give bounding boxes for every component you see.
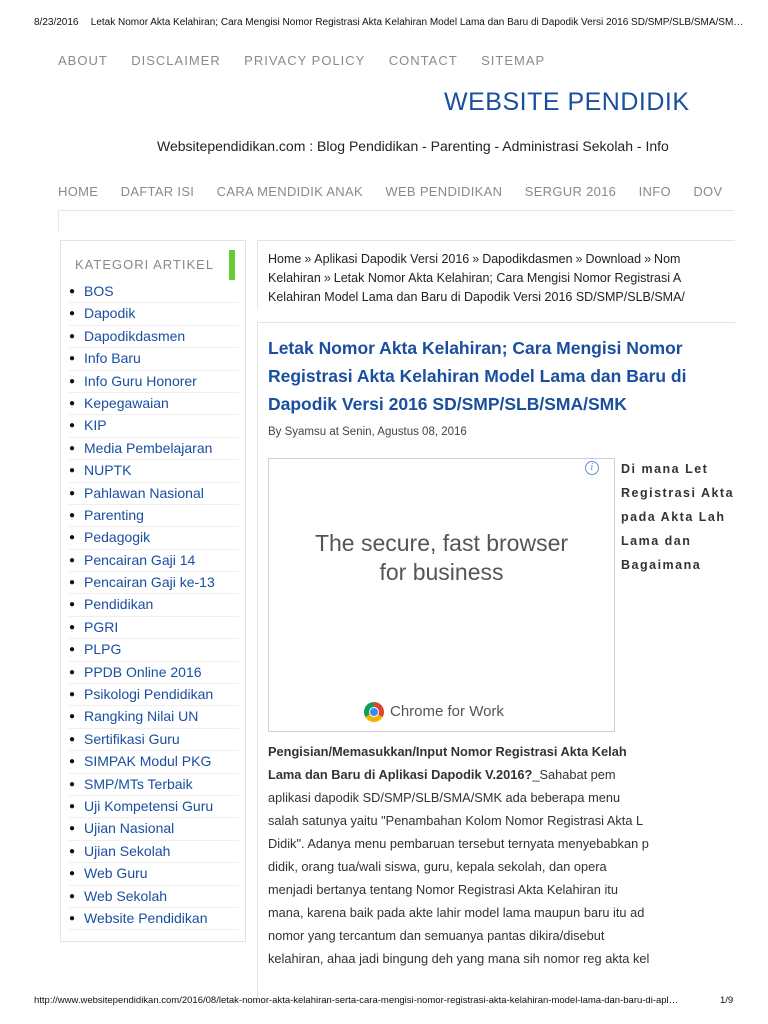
category-link[interactable]: PPDB Online 2016: [84, 663, 202, 680]
print-page-number: 1/9: [720, 995, 734, 1006]
body-bold-intro: Pengisian/Memasukkan/Input Nomor Registrasi Akta Kelah: [268, 744, 627, 759]
breadcrumb-nomor[interactable]: Nom: [654, 252, 681, 266]
category-item: [69, 684, 239, 706]
breadcrumb-separator: »: [644, 252, 652, 266]
category-item: [69, 326, 239, 348]
category-link[interactable]: SIMPAK Modul PKG: [84, 753, 212, 770]
ad-headline-line: for business: [379, 559, 504, 585]
bullet-icon: ●: [69, 397, 76, 409]
category-link[interactable]: BOS: [84, 283, 114, 299]
side-line: Lama dan: [621, 534, 692, 548]
ad-headline: [269, 529, 614, 587]
category-item: [69, 751, 239, 773]
category-item: [69, 706, 239, 728]
category-link[interactable]: Pencairan Gaji 14: [84, 551, 196, 568]
bullet-icon: ●: [69, 689, 76, 701]
category-link[interactable]: Web Guru: [84, 865, 148, 882]
breadcrumb-dapodikdasmen[interactable]: Dapodikdasmen: [482, 252, 573, 266]
breadcrumb-box: [257, 240, 735, 309]
body-line: mana, karena baik pada akte lahir model lama maupun baru itu ad: [268, 905, 645, 920]
category-item: [69, 527, 239, 549]
main-nav: [58, 183, 734, 201]
category-link[interactable]: Dapodik: [84, 305, 136, 322]
breadcrumb-separator: »: [472, 252, 480, 266]
chrome-logo-icon: [364, 702, 384, 722]
breadcrumb-separator: »: [575, 252, 583, 266]
category-link[interactable]: Kepegawaian: [84, 394, 169, 411]
site-title[interactable]: WEBSITE PENDIDIK: [444, 88, 690, 116]
print-doc-title: Letak Nomor Akta Kelahiran; Cara Mengisi Nomor Registrasi Akta Kelahiran Model Lama dan Baru di Dapodik Versi 2016 SD/SMP/SLB/SMA/SM…: [90, 17, 744, 28]
category-list: [69, 281, 239, 930]
bullet-icon: ●: [69, 823, 76, 835]
breadcrumb-kelahiran[interactable]: Kelahiran: [268, 271, 321, 285]
body-line: kelahiran, ahaa jadi bingung deh yang mana sih nomor reg akta kel: [268, 951, 650, 966]
category-item: [69, 886, 239, 908]
category-item: [69, 841, 239, 863]
bullet-icon: ●: [69, 868, 76, 880]
category-item: [69, 460, 239, 482]
bullet-icon: ●: [69, 912, 76, 924]
bullet-icon: ●: [69, 532, 76, 544]
category-link[interactable]: KIP: [84, 417, 107, 434]
chrome-ad[interactable]: [268, 458, 615, 732]
category-link[interactable]: PLPG: [84, 641, 122, 658]
category-item: [69, 415, 239, 437]
breadcrumb-current-cont: Kelahiran Model Lama dan Baru di Dapodik Versi 2016 SD/SMP/SLB/SMA/: [268, 290, 685, 304]
category-link[interactable]: Dapodikdasmen: [84, 327, 186, 344]
ad-headline-line: The secure, fast browser: [314, 530, 569, 556]
bullet-icon: ●: [69, 778, 76, 790]
main-nav-web-pendidikan[interactable]: WEB PENDIDIKAN: [385, 184, 503, 199]
post-byline: By Syamsu at Senin, Agustus 08, 2016: [268, 426, 467, 438]
bullet-icon: ●: [69, 509, 76, 521]
category-item: [69, 438, 239, 460]
side-line: Bagaimana: [621, 558, 702, 572]
bullet-icon: ●: [69, 554, 76, 566]
category-item: [69, 796, 239, 818]
bullet-icon: ●: [69, 465, 76, 477]
main-nav-daftar-isi[interactable]: DAFTAR ISI: [120, 184, 195, 199]
category-item: [69, 303, 239, 325]
bullet-icon: ●: [69, 644, 76, 656]
category-item: [69, 617, 239, 639]
body-line: didik, orang tua/wali siswa, guru, kepala sekolah, dan opera: [268, 859, 607, 874]
category-item: [69, 818, 239, 840]
post-side-paragraph: [621, 457, 735, 577]
sidebar-heading-accent: [229, 250, 235, 280]
category-item: [69, 281, 239, 303]
category-item: [69, 908, 239, 930]
category-link[interactable]: Ujian Nasional: [84, 820, 175, 837]
bullet-icon: ●: [69, 420, 76, 432]
body-intro-tail: _Sahabat pem: [532, 767, 616, 782]
top-nav-disclaimer[interactable]: DISCLAIMER: [131, 53, 221, 68]
category-link[interactable]: Sertifikasi Guru: [84, 730, 180, 747]
category-item: [69, 572, 239, 594]
body-line: Didik". Adanya menu pembaruan tersebut ternyata menyebabkan p: [268, 836, 649, 851]
post-title-line: Dapodik Versi 2016 SD/SMP/SLB/SMA/SMK: [268, 394, 627, 414]
body-line: menjadi bertanya tentang Nomor Registrasi Akta Kelahiran itu: [268, 882, 618, 897]
side-line: Di mana Let: [621, 462, 709, 476]
bullet-icon: ●: [69, 756, 76, 768]
category-link[interactable]: Psikologi Pendidikan: [84, 686, 214, 703]
bullet-icon: ●: [69, 711, 76, 723]
bullet-icon: ●: [69, 442, 76, 454]
ad-brand: [364, 699, 504, 725]
category-item: [69, 594, 239, 616]
ad-info-icon[interactable]: i: [585, 461, 599, 475]
category-link[interactable]: Ujian Sekolah: [84, 842, 171, 859]
bullet-icon: ●: [69, 890, 76, 902]
category-item: [69, 550, 239, 572]
category-item: [69, 393, 239, 415]
nav-divider-tick: [58, 210, 59, 232]
post-title-line: Letak Nomor Akta Kelahiran; Cara Mengisi Nomor: [268, 338, 683, 358]
category-link[interactable]: Web Sekolah: [84, 887, 168, 904]
top-nav-privacy-policy[interactable]: PRIVACY POLICY: [244, 53, 366, 68]
bullet-icon: ●: [69, 286, 76, 297]
side-line: pada Akta Lah: [621, 510, 726, 524]
top-nav-about[interactable]: ABOUT: [58, 53, 108, 68]
category-link[interactable]: Info Baru: [84, 350, 141, 367]
category-item: [69, 729, 239, 751]
bullet-icon: ●: [69, 666, 76, 678]
bullet-icon: ●: [69, 330, 76, 342]
category-item: [69, 348, 239, 370]
category-link[interactable]: Website Pendidikan: [84, 909, 208, 926]
nav-divider: [58, 210, 734, 211]
print-url: http://www.websitependidikan.com/2016/08/letak-nomor-akta-kelahiran-serta-cara-mengisi-nomor-registrasi-akta-kelahiran-model-lama-dan-baru-di-apl…: [34, 995, 679, 1006]
category-link[interactable]: NUPTK: [84, 462, 132, 479]
category-link[interactable]: Uji Kompetensi Guru: [84, 797, 214, 814]
category-item: [69, 483, 239, 505]
site-tagline: Websitependidikan.com : Blog Pendidikan - Parenting - Administrasi Sekolah - Info: [157, 138, 669, 154]
body-line: salah satunya yaitu "Penambahan Kolom Nomor Registrasi Akta L: [268, 813, 644, 828]
category-item: [69, 505, 239, 527]
bullet-icon: ●: [69, 800, 76, 812]
post-article: [257, 322, 735, 1003]
sidebar-heading: KATEGORI ARTIKEL: [75, 257, 215, 272]
main-nav-sergur-2016[interactable]: SERGUR 2016: [524, 184, 617, 199]
category-item: [69, 662, 239, 684]
breadcrumb-current: Letak Nomor Akta Kelahiran; Cara Mengisi Nomor Registrasi A: [333, 271, 682, 285]
main-nav-home[interactable]: HOME: [58, 184, 99, 199]
side-line: Registrasi Akta: [621, 486, 735, 500]
bullet-icon: ●: [69, 733, 76, 745]
breadcrumb-download[interactable]: Download: [585, 252, 642, 266]
bullet-icon: ●: [69, 487, 76, 499]
breadcrumb-home[interactable]: Home: [268, 252, 302, 266]
ad-brand-label: Chrome for Work: [390, 703, 504, 720]
category-item: [69, 774, 239, 796]
category-link[interactable]: Pedagogik: [84, 529, 151, 546]
category-link[interactable]: Rangking Nilai UN: [84, 708, 199, 725]
post-title-line: Registrasi Akta Kelahiran Model Lama dan Baru di: [268, 366, 687, 386]
body-bold-intro: Lama dan Baru di Aplikasi Dapodik V.2016?: [268, 767, 533, 782]
breadcrumb-separator: »: [323, 271, 331, 285]
category-link[interactable]: Pahlawan Nasional: [84, 484, 204, 501]
top-nav: [58, 52, 564, 72]
category-sidebar: [60, 240, 246, 942]
main-nav-download[interactable]: DOV: [693, 184, 723, 199]
body-line: nomor yang tercantum dan semuanya pantas dikira/disebut: [268, 928, 605, 943]
print-header: [34, 17, 754, 31]
category-item: [69, 371, 239, 393]
breadcrumb-aplikasi-dapodik[interactable]: Aplikasi Dapodik Versi 2016: [314, 252, 470, 266]
print-footer: [34, 995, 754, 1009]
bullet-icon: ●: [69, 621, 76, 633]
category-link[interactable]: SMP/MTs Terbaik: [84, 775, 193, 792]
bullet-icon: ●: [69, 375, 76, 387]
post-body: [268, 740, 735, 970]
category-item: [69, 863, 239, 885]
body-line: aplikasi dapodik SD/SMP/SLB/SMA/SMK ada beberapa menu: [268, 790, 621, 805]
category-link[interactable]: PGRI: [84, 618, 119, 635]
bullet-icon: ●: [69, 577, 76, 589]
category-item: [69, 639, 239, 661]
breadcrumb: [268, 250, 735, 307]
top-nav-contact[interactable]: CONTACT: [388, 53, 458, 68]
category-link[interactable]: Pencairan Gaji ke-13: [84, 574, 215, 591]
bullet-icon: ●: [69, 599, 76, 611]
main-nav-cara-mendidik-anak[interactable]: CARA MENDIDIK ANAK: [216, 184, 363, 199]
category-link[interactable]: Media Pembelajaran: [84, 439, 213, 456]
main-nav-info[interactable]: INFO: [638, 184, 671, 199]
category-link[interactable]: Pendidikan: [84, 596, 154, 613]
category-link[interactable]: Info Guru Honorer: [84, 372, 197, 389]
category-link[interactable]: Parenting: [84, 506, 144, 523]
post-title[interactable]: [268, 334, 735, 418]
top-nav-sitemap[interactable]: SITEMAP: [481, 53, 546, 68]
bullet-icon: ●: [69, 845, 76, 857]
breadcrumb-separator: »: [304, 252, 312, 266]
bullet-icon: ●: [69, 308, 76, 320]
print-date: 8/23/2016: [34, 17, 79, 28]
bullet-icon: ●: [69, 353, 76, 365]
